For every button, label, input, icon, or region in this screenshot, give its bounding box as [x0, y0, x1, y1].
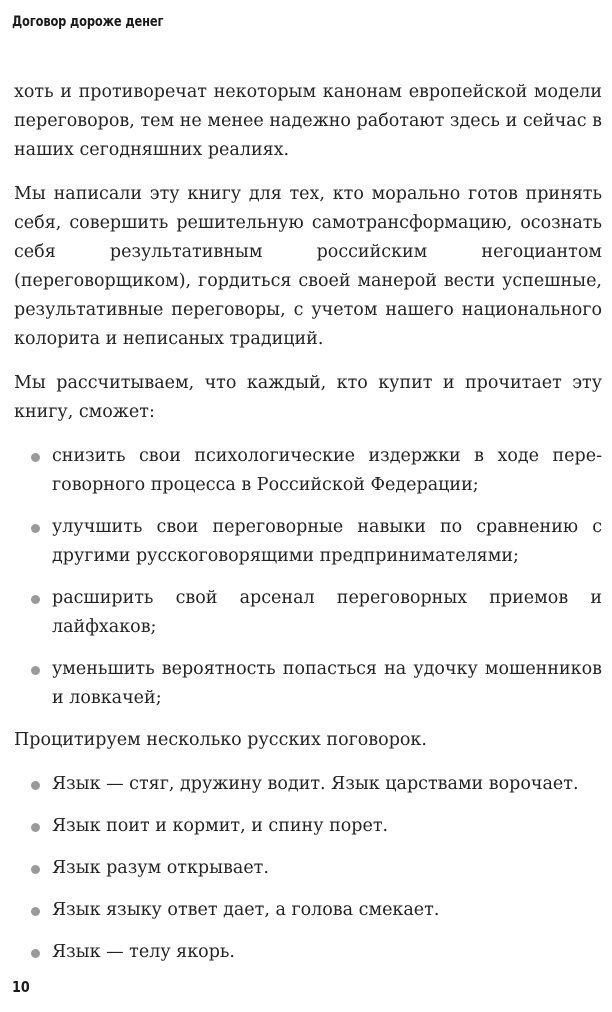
list-item-text: Язык языку ответ дает, а голова смекает. [52, 900, 440, 920]
bullet-icon [31, 595, 40, 604]
list-item-text: расширить свой арсенал переговорных приемов и лайфхаков; [52, 588, 602, 637]
bullet-icon [31, 453, 40, 462]
page-body [14, 78, 602, 980]
list-item-text: Язык разум открывает. [52, 858, 269, 878]
list-item [14, 812, 602, 841]
paragraph: хоть и противоречат некоторым канонам европейской модели переговоров, тем не менее надежно работают здесь и сейчас в наших сегодняшних реалиях. [14, 82, 602, 160]
list-item [14, 854, 602, 883]
list-item-text: уменьшить вероятность попасться на удочку мошенников и ловкачей; [52, 659, 602, 708]
list-item [14, 896, 602, 925]
list-item [14, 655, 602, 713]
bullet-icon [31, 524, 40, 533]
abilities-list [14, 442, 602, 713]
page-number: 10 [12, 978, 30, 996]
bullet-icon [31, 823, 40, 832]
bullet-icon [31, 865, 40, 874]
list-item [14, 584, 602, 642]
list-item-text: улучшить свои переговорные навыки по сравнению с другими русскоговорящими предпринимателями; [52, 517, 602, 566]
proverbs-list [14, 770, 602, 967]
bullet-icon [31, 666, 40, 675]
bullet-icon [31, 949, 40, 958]
running-header: Договор дороже денег [12, 14, 164, 30]
list-item [14, 938, 602, 967]
paragraph: Процитируем несколько русских поговорок. [14, 730, 427, 750]
list-item [14, 442, 602, 500]
paragraph: Мы рассчитываем, что каждый, кто купит и прочитает эту книгу, сможет: [14, 373, 602, 422]
list-item-text: Язык поит и кормит, и спину порет. [52, 816, 389, 836]
list-item-text: Язык — стяг, дружину водит. Язык царствами ворочает. [52, 774, 579, 794]
bullet-icon [31, 907, 40, 916]
list-item-text: Язык — телу якорь. [52, 942, 235, 962]
bullet-icon [31, 781, 40, 790]
list-item [14, 770, 602, 799]
list-item [14, 513, 602, 571]
list-item-text: снизить свои психологические издержки в ходе переговорного процесса в Российской Федерации; [52, 446, 602, 495]
paragraph: Мы написали эту книгу для тех, кто морально готов принять себя, совершить решительную самотрансформацию, осознать себя результативным российским негоциантом (переговорщиком), гордиться своей манерой вести успешные, результативные переговоры, с учетом нашего национального колорита и неписаных традиций. [14, 184, 602, 349]
